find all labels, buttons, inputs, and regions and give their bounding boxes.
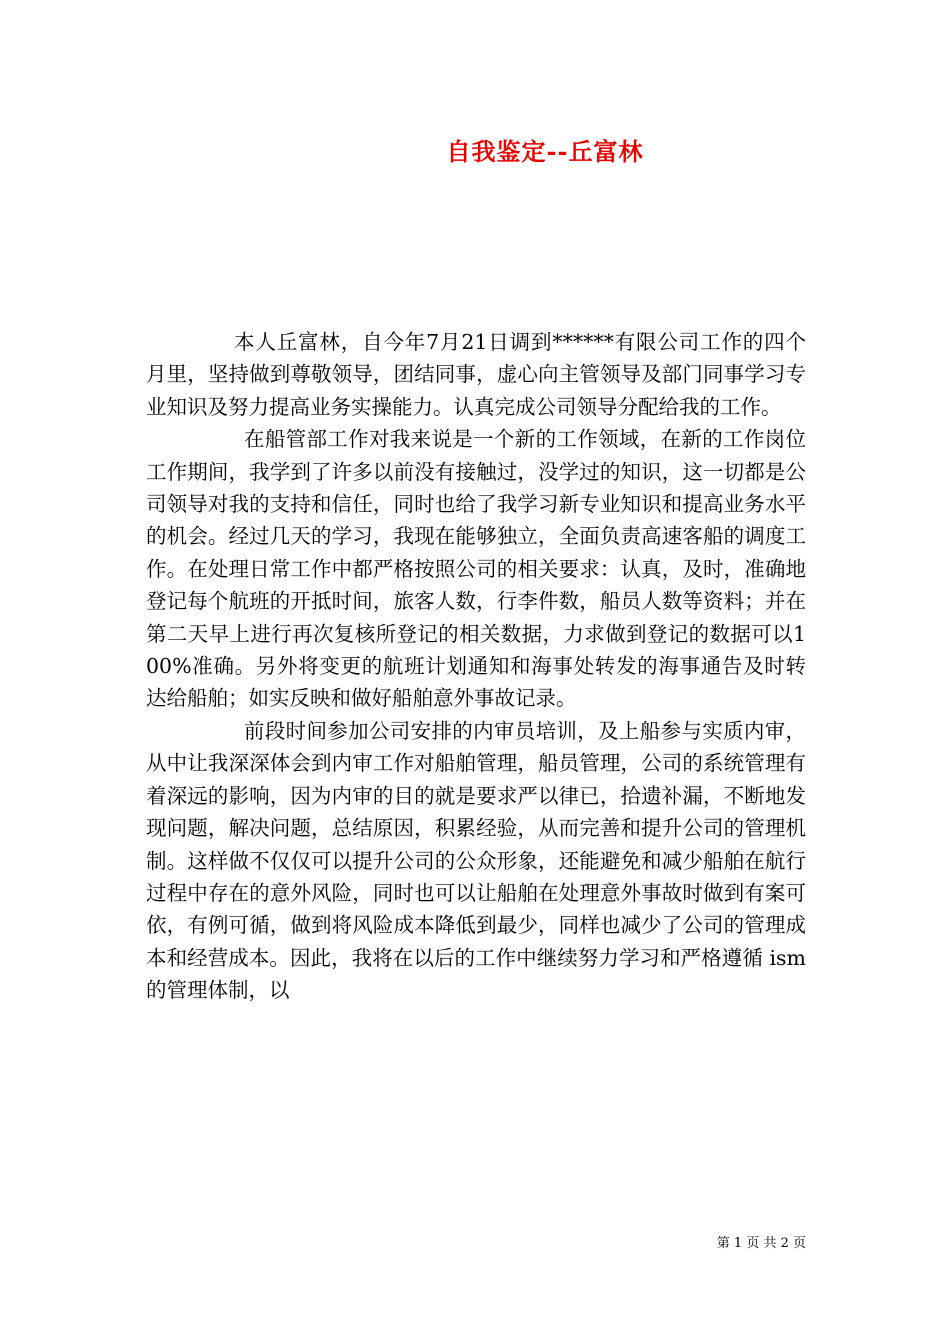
paragraph: 前段时间参加公司安排的内审员培训，及上船参与实质内审，从中让我深深体会到内审工作对船舶管理，船员管理，公司的系统管理有着深远的影响，因为内审的目的就是要求严以律已，拾遗补漏，不断地发现问题，解决问题，总结原因，积累经验，从而完善和提升公司的管理机制。这样做不仅仅可以提升公司的公众形象，还能避免和减少船舶在航行过程中存在的意外风险，同时也可以让船舶在处理意外事故时做到有案可依，有例可循，做到将风险成本降低到最少，同样也减少了公司的管理成本和经营成本。因此，我将在以后的工作中继续努力学习和严格遵循 ism 的管理体制，以: [146, 718, 806, 1003]
page-number-footer: 第 1 页 共 2 页: [716, 1236, 806, 1251]
document-body: [146, 326, 806, 1007]
paragraph: 在船管部工作对我来说是一个新的工作领域，在新的工作岗位工作期间，我学到了许多以前没有接触过，没学过的知识，这一切都是公司领导对我的支持和信任，同时也给了我学习新专业知识和提高业务水平的机会。经过几天的学习，我现在能够独立，全面负责高速客船的调度工作。在处理日常工作中都严格按照公司的相关要求：认真，及时，准确地登记每个航班的开抵时间，旅客人数，行李件数，船员人数等资料；并在第二天早上进行再次复核所登记的相关数据，力求做到登记的数据可以100%准确。另外将变更的航班计划通知和海事处转发的海事通告及时转达给船舶；如实反映和做好船舶意外事故记录。: [146, 427, 806, 711]
paragraph: 本人丘富林，自今年7月21日调到******有限公司工作的四个月里，坚持做到尊敬领导，团结同事，虚心向主管领导及部门同事学习专业知识及努力提高业务实操能力。认真完成公司领导分配给我的工作。: [146, 330, 806, 419]
document-title: 自我鉴定--丘富林: [446, 137, 644, 166]
